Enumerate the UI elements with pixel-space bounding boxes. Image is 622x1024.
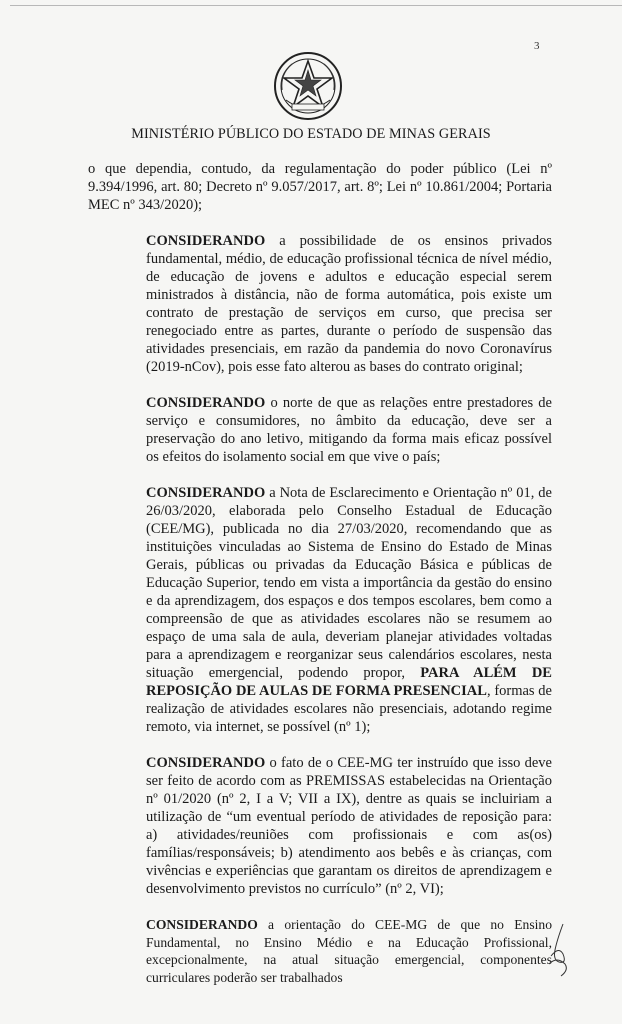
page-number: 3 (534, 40, 540, 52)
institution-header: MINISTÉRIO PÚBLICO DO ESTADO DE MINAS GERAIS (131, 126, 491, 142)
emphasis-text: PARA ALÉM DE REPOSIÇÃO DE AULAS DE FORMA PRESENCIAL (146, 665, 552, 699)
paragraph-text: , formas de realização de atividades escolares não presenciais, adotando regime remoto, via internet, se possível (nº 1); (146, 683, 552, 735)
paragraph-text: o fato de o CEE-MG ter instruído que isso deve ser feito de acordo com as PREMISSAS estabelecidas na Orientação nº 01/2020 (nº 2, I a V; VII a IX), dentre as quais se incluiriam a utilização de “um eventual período de atividades de reposição para: a) atividades/reuniões com profissionais e com as(os) famílias/responsáveis; b) atendimento aos bebês e às crianças, com vivências e experiências que garantam os direitos de aprendizagem e desenvolvimento previstos no currículo” (nº 2, VI); (146, 755, 552, 897)
paragraph-text: a possibilidade de os ensinos privados fundamental, médio, de educação profissional técnica de nível médio, de educação de jovens e adultos e educação especial serem ministrados à distância, não de forma automática, pois existe um contrato de prestação de serviços em curso, que precisa ser renegociado entre as partes, durante o período de suspensão das atividades presenciais, em razão da pandemia do novo Coronavírus (2019-nCov), pois esse fato alterou as bases do contrato original; (146, 233, 552, 375)
document-body (88, 160, 552, 1004)
paragraph-text: a orientação do CEE-MG de que no Ensino Fundamental, no Ensino Médio e na Educação Profissional, excepcionalmente, na atual situação emergencial, componentes curriculares poderão ser trabalhados (146, 917, 552, 985)
considerando-keyword: CONSIDERANDO (146, 755, 266, 771)
paragraph-considerando (88, 754, 552, 898)
scan-top-edge (10, 5, 622, 6)
paragraph-text: a Nota de Esclarecimento e Orientação nº 01, de 26/03/2020, elaborada pelo Conselho Estadual de Educação (CEE/MG), publicada no dia 27/03/2020, recomendando que as instituições vinculadas ao Sistema de Ensino do Estado de Minas Gerais, públicas ou privadas da Educação Básica e públicas de Educação Superior, tendo em vista a importância da gestão do ensino e da aprendizagem, dos espaços e dos tempos escolares, bem como a compreensão de que as atividades escolares não se resumem ao espaço de uma sala de aula, deveriam planejar atividades voltadas para a aprendizagem e reorganizar seus calendários escolares, nesta situação emergencial, podendo propor, (146, 485, 552, 681)
considerando-keyword: CONSIDERANDO (146, 485, 266, 501)
paragraph-considerando (88, 916, 552, 986)
state-seal-emblem (272, 50, 344, 122)
paragraph-considerando (88, 394, 552, 466)
paragraph-considerando (88, 232, 552, 376)
considerando-keyword: CONSIDERANDO (146, 233, 266, 249)
paragraph-considerando (88, 484, 552, 736)
considerando-keyword: CONSIDERANDO (146, 917, 258, 932)
paragraph-text: o que dependia, contudo, da regulamentação do poder público (Lei nº 9.394/1996, art. 80; Decreto nº 9.057/2017, art. 8º; Lei nº 10.861/2004; Portaria MEC nº 343/2020); (88, 161, 552, 213)
paragraph-continuation (88, 160, 552, 214)
handwritten-initials-signature (543, 920, 577, 980)
paragraph-text: o norte de que as relações entre prestadores de serviço e consumidores, no âmbito da educação, deve ser a preservação do ano letivo, mitigando da forma mais eficaz possível os efeitos do isolamento social em que vive o país; (146, 395, 552, 465)
considerando-keyword: CONSIDERANDO (146, 395, 266, 411)
